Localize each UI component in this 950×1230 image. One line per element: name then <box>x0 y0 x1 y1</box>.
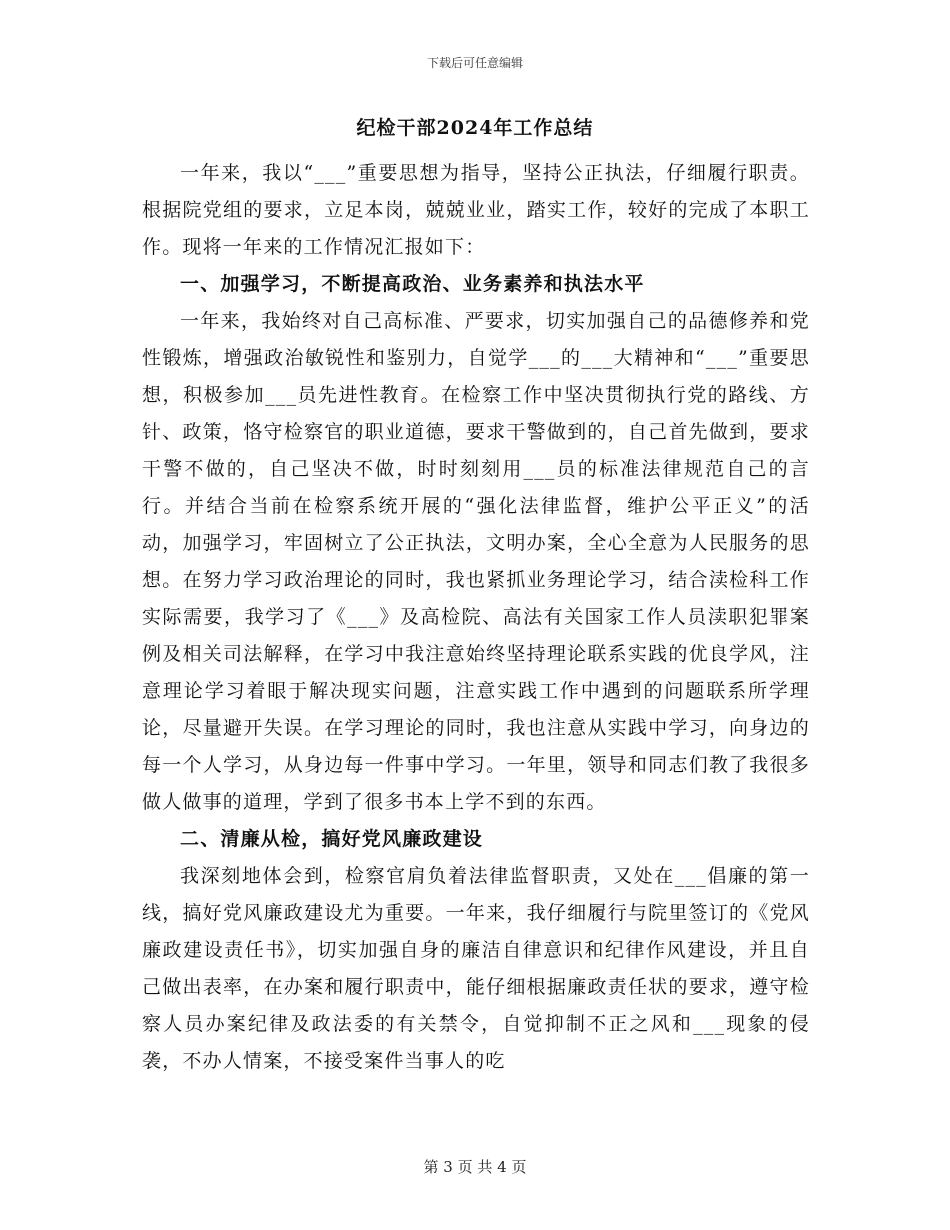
section-heading-2: 二、清廉从检，搞好党风廉政建设 <box>180 828 484 850</box>
page-header-note: 下载后可任意编辑 <box>426 56 523 70</box>
page-footer-number: 第 3 页 共 4 页 <box>423 1158 527 1176</box>
section-1-paragraph: 一年来，我始终对自己高标准、严要求，切实加强自己的品德修养和党性锻炼，增强政治敏锐性和鉴别力，自觉学___的___大精神和“___”重要思想，积极参加___员先进性教育。在检察工作中坚决贯彻执行党的路线、方针、政策，恪守检察官的职业道德，要求干警做到的，自己首先做到，要求干警不做的，自己坚决不做，时时刻刻用___员的标准法律规范自己的言行。并结合当前在检察系统开展的“强化法律监督，维护公平正义”的活动，加强学习，牢固树立了公正执法，文明办案，全心全意为人民服务的思想。在努力学习政治理论的同时，我也紧抓业务理论学习，结合渎检科工作实际需要，我学习了《___》及高检院、高法有关国家工作人员渎职犯罪案例及相关司法解释，在学习中我注意始终坚持理论联系实践的优良学风，注意理论学习着眼于解决现实问题，注意实践工作中遇到的问题联系所学理论，尽量避开失误。在学习理论的同时，我也注意从实践中学习，向身边的每一个人学习，从身边每一件事中学习。一年里，领导和同志们教了我很多做人做事的道理，学到了很多书本上学不到的东西。 <box>142 310 810 813</box>
document-body <box>142 155 810 1080</box>
intro-paragraph: 一年来，我以“___”重要思想为指导，坚持公正执法，仔细履行职责。根据院党组的要求，立足本岗，兢兢业业，踏实工作，较好的完成了本职工作。现将一年来的工作情况汇报如下： <box>142 162 810 258</box>
document-title: 纪检干部2024年工作总结 <box>356 117 594 139</box>
section-2-paragraph: 我深刻地体会到，检察官肩负着法律监督职责，又处在___倡廉的第一线，搞好党风廉政建设尤为重要。一年来，我仔细履行与院里签订的《党风廉政建设责任书》，切实加强自身的廉洁自律意识和纪律作风建设，并且自己做出表率，在办案和履行职责中，能仔细根据廉政责任状的要求，遵守检察人员办案纪律及政法委的有关禁令，自觉抑制不正之风和___现象的侵袭，不办人情案，不接受案件当事人的吃 <box>142 865 810 1072</box>
section-heading-1: 一、加强学习，不断提高政治、业务素养和执法水平 <box>180 273 645 295</box>
